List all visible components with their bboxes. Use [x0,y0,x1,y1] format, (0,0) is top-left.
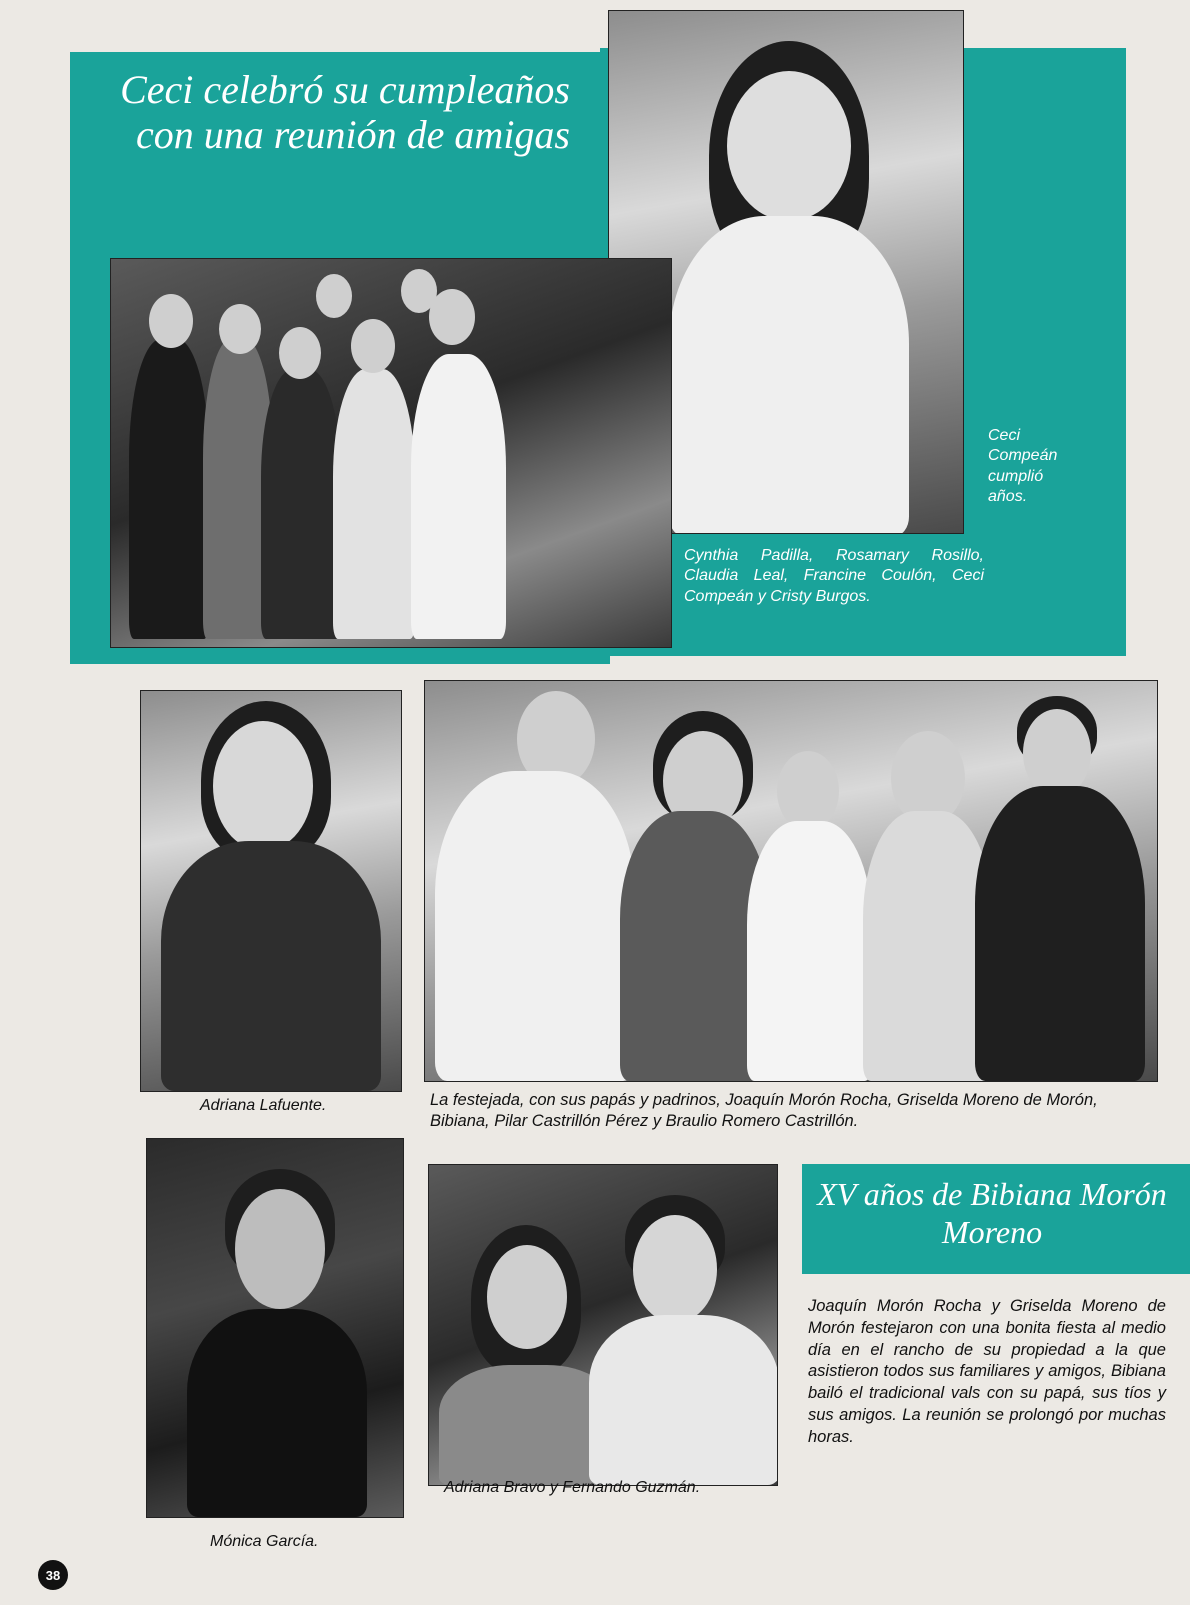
photo-family-group [424,680,1158,1082]
photo-monica-garcia [146,1138,404,1518]
article-title: XV años de Bibiana Morón Moreno [817,1176,1167,1250]
photo-adriana-lafuente [140,690,402,1092]
caption-group-friends: Cynthia Padilla, Rosamary Rosillo, Claudia Leal, Francine Coulón, Ceci Compeán y Cristy Burgos. [684,547,984,605]
caption-adriana-bravo-fernando-guzman: Adriana Bravo y Fernando Guzmán. [444,1479,701,1496]
feature-title: Ceci celebró su cumpleaños con una reunión de amigas [120,67,570,157]
caption-adriana-lafuente: Adriana Lafuente. [200,1097,327,1114]
photo-adriana-bravo-fernando-guzman [428,1164,778,1486]
caption-ceci-portrait: Ceci Compeán cumplió años. [988,427,1058,506]
photo-group-friends [110,258,672,648]
caption-family-group: La festejada, con sus papás y padrinos, Joaquín Morón Rocha, Griselda Moreno de Morón, Bibiana, Pilar Castrillón Pérez y Braulio Romero Castrillón. [430,1091,1098,1130]
caption-monica-garcia: Mónica García. [210,1533,319,1550]
page-number: 38 [38,1560,68,1590]
article-body: Joaquín Morón Rocha y Griselda Moreno de Morón festejaron con una bonita fiesta al medio día en el rancho de su propiedad a la que asistieron todos sus familiares y amigos, Bibiana bailó el tradicional vals con su papá, sus tíos y sus amigos. La reunión se prolongó por muchas horas. [808,1297,1166,1446]
